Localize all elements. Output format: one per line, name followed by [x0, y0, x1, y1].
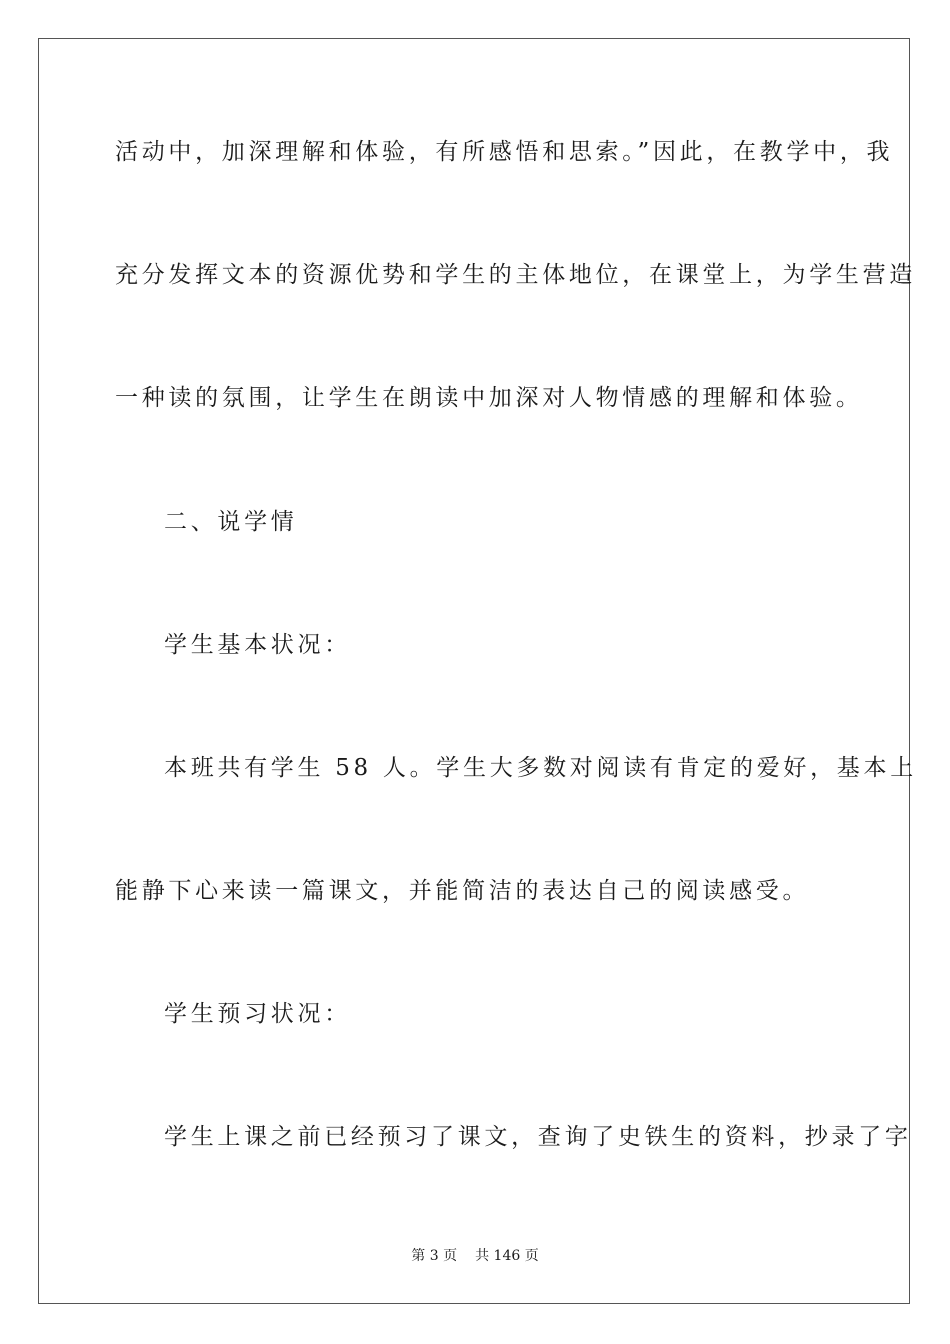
page-number: 第 3 页: [411, 1248, 458, 1264]
subheading: 学生预习状况：: [164, 1001, 351, 1027]
page-border: [38, 38, 910, 1304]
page-total: 共 146 页: [475, 1248, 539, 1264]
body-line: 活动中，加深理解和体验，有所感悟和思索。”因此，在教学中，我: [115, 139, 894, 165]
body-line: 能静下心来读一篇课文，并能简洁的表达自己的阅读感受。: [115, 878, 810, 904]
section-heading: 二、说学情: [164, 509, 298, 535]
subheading: 学生基本状况：: [164, 632, 351, 658]
page-footer: [0, 1246, 950, 1266]
body-line: 学生上课之前已经预习了课文，查询了史铁生的资料，抄录了字: [164, 1124, 912, 1150]
body-line: 充分发挥文本的资源优势和学生的主体地位，在课堂上，为学生营造: [115, 262, 916, 288]
body-line: 本班共有学生 58 人。学生大多数对阅读有肯定的爱好，基本上: [164, 755, 917, 781]
body-line: 一种读的氛围，让学生在朗读中加深对人物情感的理解和体验。: [115, 385, 863, 411]
